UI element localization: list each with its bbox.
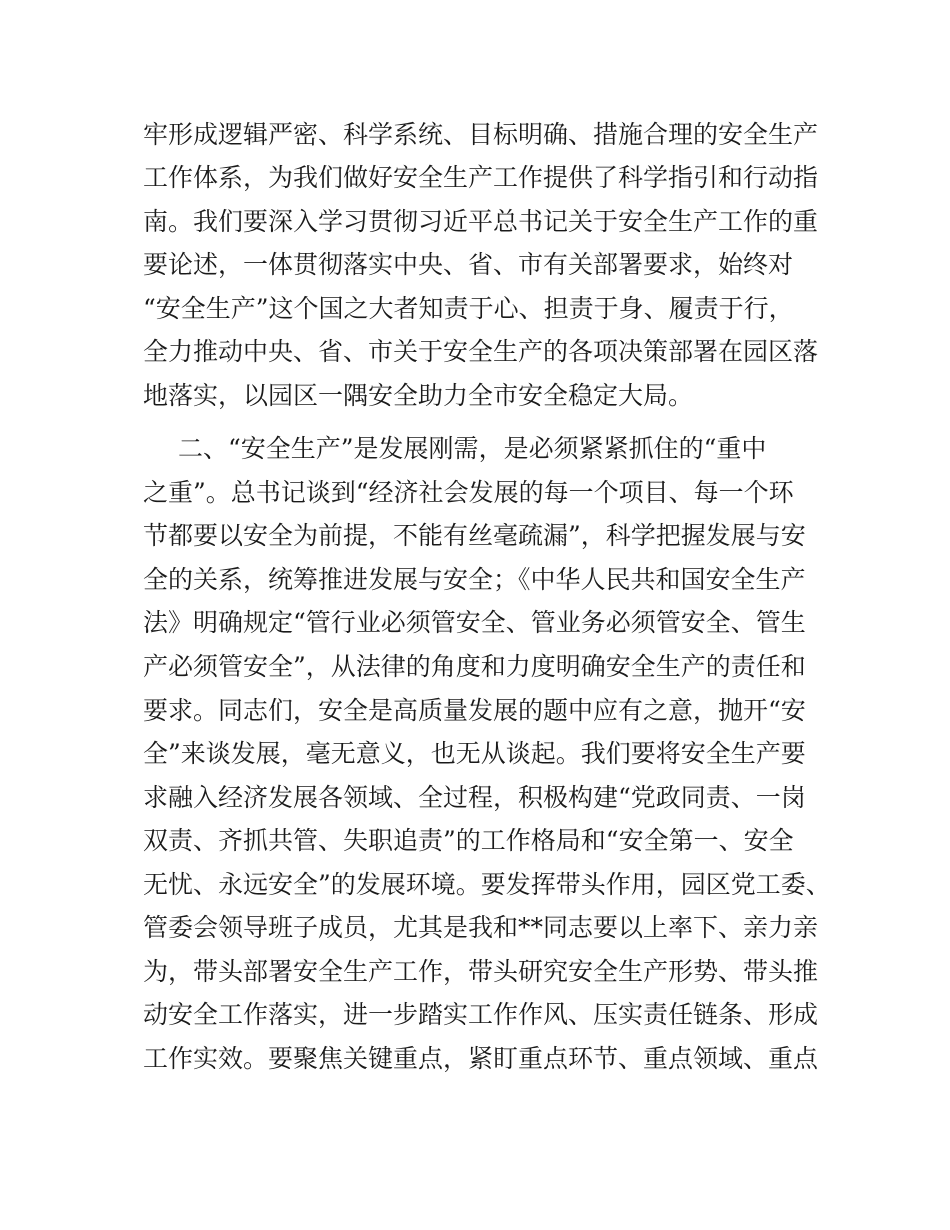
text-line: 节都要以安全为前提，不能有丝毫疏漏”，科学把握发展与安 [143,521,806,550]
text-line: 全力推动中央、省、市关于安全生产的各项决策部署在园区落 [143,337,819,366]
text-line: 地落实，以园区一隅安全助力全市安全稳定大局。 [143,381,694,410]
paragraph-heading-line: 二、“安全生产”是发展刚需，是必须紧紧抓住的“重中 [178,434,767,463]
text-line: 无忧、永远安全”的发展环境。要发挥带头作用，园区党工委、 [143,870,831,899]
text-line: 工作实效。要聚焦关键重点，紧盯重点环节、重点领域、重点 [143,1044,819,1073]
text-line: 产必须管安全”，从法律的角度和力度明确安全生产的责任和 [143,652,806,681]
text-line: 管委会领导班子成员，尤其是我和**同志要以上率下、亲力亲 [143,913,819,942]
text-line: 法》明确规定“管行业必须管安全、管业务必须管安全、管生 [143,608,806,637]
text-line: 工作体系，为我们做好安全生产工作提供了科学指引和行动指 [143,163,819,192]
text-line: 全”来谈发展，毫无意义，也无从谈起。我们要将安全生产要 [143,739,806,768]
text-line: 南。我们要深入学习贯彻习近平总书记关于安全生产工作的重 [143,207,819,236]
text-line: 之重”。总书记谈到“经济社会发展的每一个项目、每一个环 [143,478,794,507]
text-line: 要论述，一体贯彻落实中央、省、市有关部署要求，始终对 [143,250,794,279]
text-line: 为，带头部署安全生产工作，带头研究安全生产形势、带头推 [143,957,819,986]
text-line: 双责、齐抓共管、失职追责”的工作格局和“安全第一、安全 [143,826,794,855]
text-line: 全的关系，统筹推进发展与安全；《中华人民共和国安全生产 [143,565,806,594]
text-line: 动安全工作落实，进一步踏实工作作风、压实责任链条、形成 [143,1000,819,1029]
text-line: 牢形成逻辑严密、科学系统、目标明确、措施合理的安全生产 [143,120,819,149]
text-line: 求融入经济发展各领域、全过程，积极构建“党政同责、一岗 [143,783,806,812]
text-line: 要求。同志们，安全是高质量发展的题中应有之意，抛开“安 [143,696,806,725]
text-line: “安全生产”这个国之大者知责于心、担责于身、履责于行， [143,294,794,323]
